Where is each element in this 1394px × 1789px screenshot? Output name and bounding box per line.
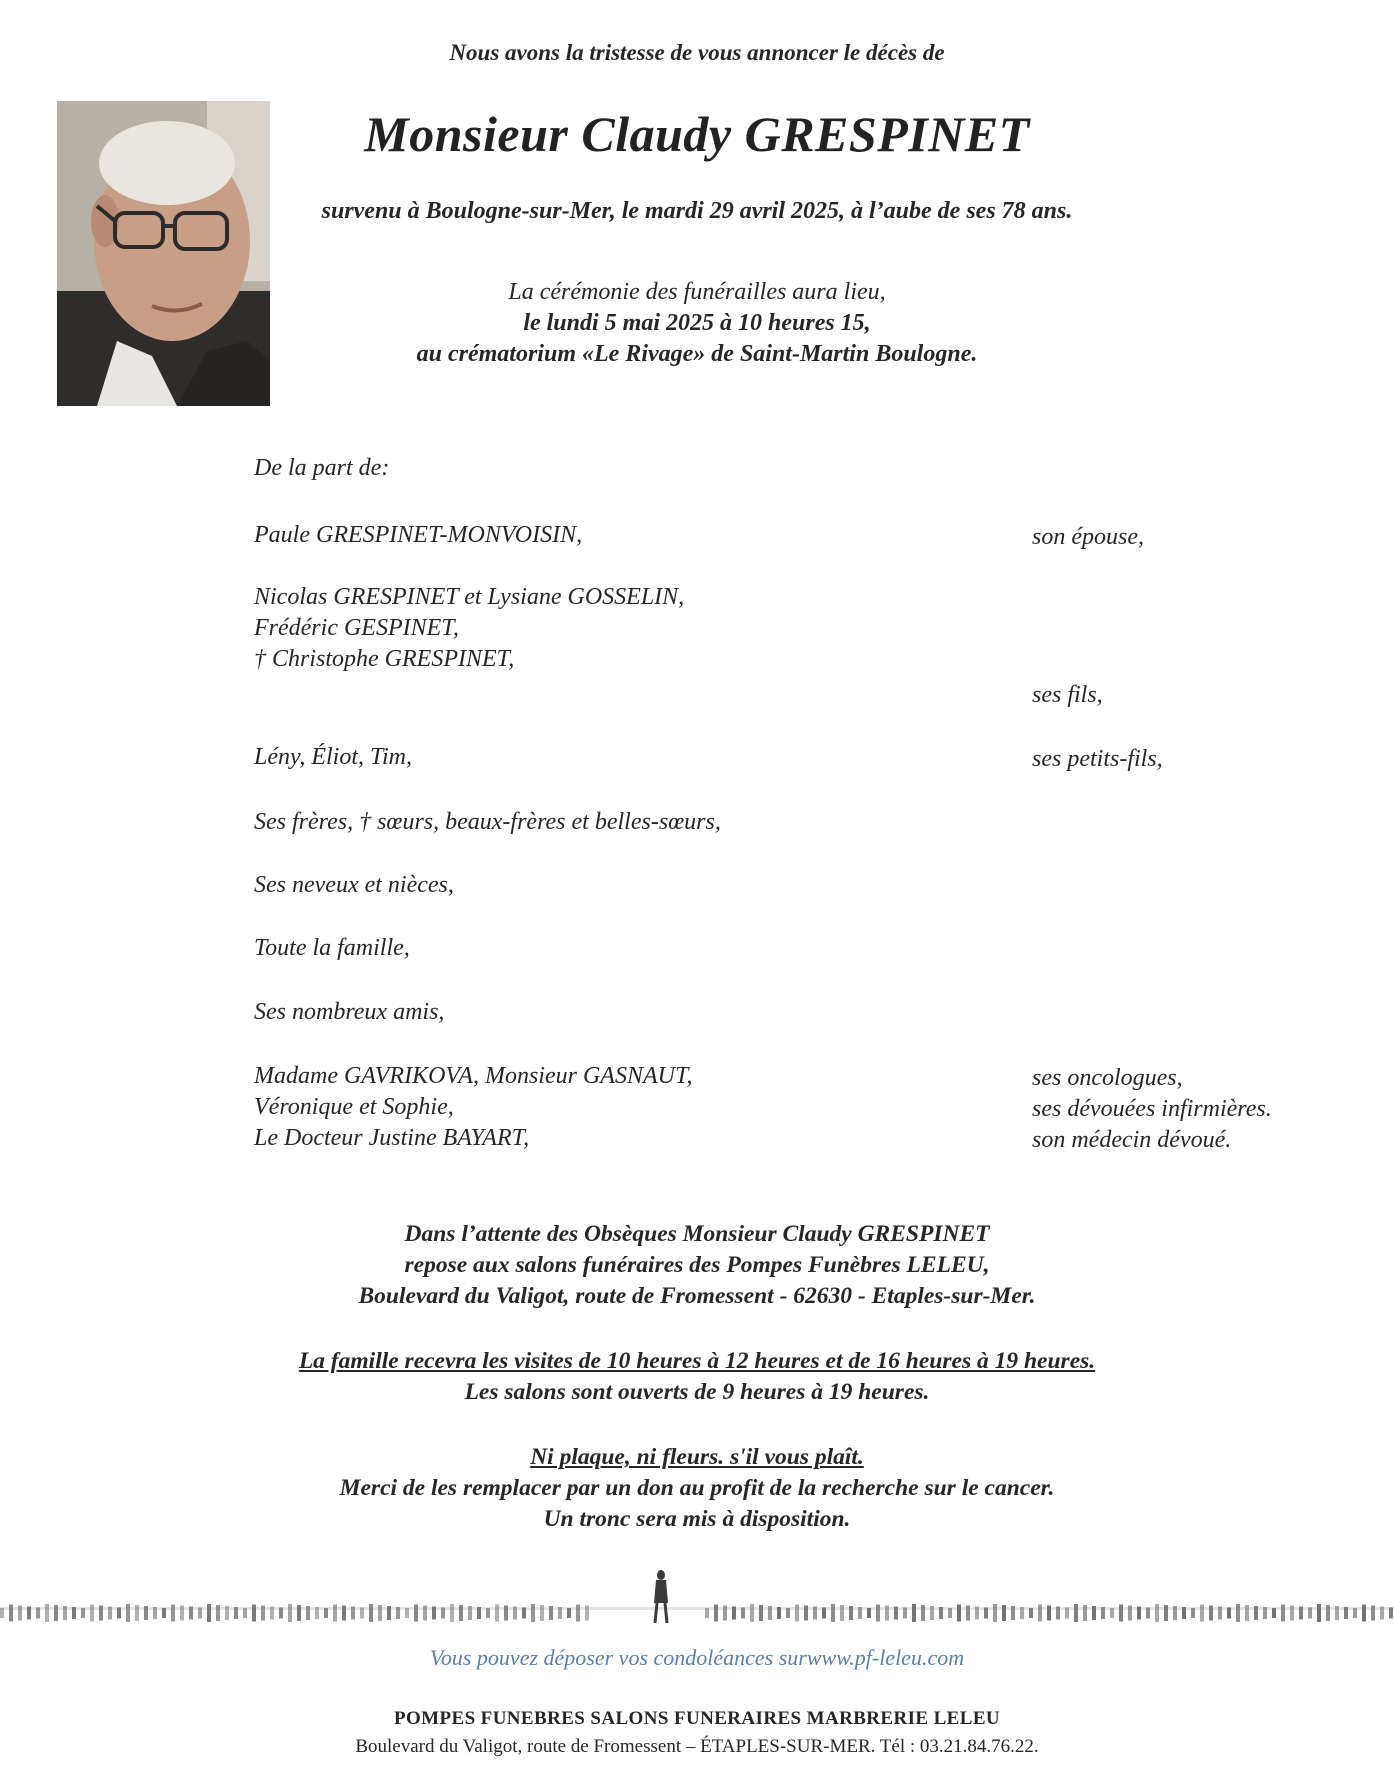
oncologists: Madame GAVRIKOVA, Monsieur GASNAUT, [254,1063,693,1089]
groyne-post [432,1607,436,1620]
son-1: Nicolas GRESPINET et Lysiane GOSSELIN, [254,584,685,610]
groyne-post [315,1607,319,1619]
groyne-post [1263,1607,1267,1619]
groyne-post [0,1608,4,1618]
groyne-post [759,1605,763,1621]
groyne-post [360,1608,364,1619]
groyne-post [369,1604,373,1622]
groyne-post [1029,1608,1033,1618]
groyne-post [1236,1604,1240,1622]
condolences-link-text: Vous pouvez déposer vos condoléances surwww.pf-leleu.com [429,1645,965,1670]
groyne-post [108,1607,112,1620]
groyne-post [162,1608,166,1618]
groyne-post [1155,1604,1159,1622]
rest-line-1: Dans l’attente des Obsèques Monsieur Claudy GRESPINET [404,1221,990,1247]
ceremony-intro: La cérémonie des funérailles aura lieu, [508,279,886,305]
groyne-post [930,1606,934,1620]
groyne-post [885,1606,889,1621]
grandsons-role: ses petits-fils, [1032,746,1163,772]
groyne-post [261,1606,265,1621]
groyne-post [1191,1608,1195,1618]
donation-request: Merci de les remplacer par un don au profit de la recherche sur le cancer. [339,1475,1055,1501]
groyne-post [81,1608,85,1618]
groyne-post [135,1605,139,1621]
groyne-post [468,1606,472,1620]
groyne-post [513,1607,517,1620]
groyne-post [795,1605,799,1622]
groyne-post [90,1605,94,1622]
groyne-post [876,1605,880,1622]
groyne-post [1020,1607,1024,1619]
groyne-post [198,1608,202,1619]
groyne-post [1038,1605,1042,1622]
groyne-post [732,1607,736,1620]
son-2: Frédéric GESPINET, [254,615,459,641]
groyne-post [45,1604,49,1622]
grandsons: Lény, Éliot, Tim, [254,744,413,770]
groyne-post [54,1605,58,1621]
visits-hours: La famille recevra les visites de 10 heures à 12 heures et de 16 heures à 19 heures. [298,1348,1096,1374]
doctor-role: son médecin dévoué. [1032,1127,1232,1153]
groyne-post [912,1604,916,1622]
groyne-post [1371,1606,1375,1621]
oncologists-role: ses oncologues, [1032,1065,1183,1091]
groyne-post [1101,1607,1105,1619]
groyne-post [189,1607,193,1620]
groyne-post [540,1605,544,1621]
groyne-post [1209,1606,1213,1621]
rest-line-3: Boulevard du Valigot, route de Fromessent - 62630 - Etaples-sur-Mer. [358,1283,1036,1309]
groyne-post [1065,1608,1069,1619]
groyne-post [1218,1607,1222,1620]
groyne-post [1128,1606,1132,1621]
groyne-post [207,1604,211,1622]
groyne-post [396,1607,400,1619]
groyne-post [423,1606,427,1621]
ceremony-place: au crématorium «Le Rivage» de Saint-Martin Boulogne. [416,341,978,367]
groyne-post [1002,1605,1006,1621]
groyne-post [216,1605,220,1621]
groyne-post [414,1605,418,1622]
groyne-post [867,1608,871,1618]
groyne-post [1254,1606,1258,1620]
portrait-photo [57,101,270,406]
groyne-post [1119,1605,1123,1622]
groyne-post [948,1608,952,1618]
groyne-post [1326,1605,1330,1621]
spouse-role: son épouse, [1032,524,1144,550]
groyne-post [450,1604,454,1622]
rest-line-2: repose aux salons funéraires des Pompes Funèbres LELEU, [404,1252,990,1278]
groyne-post [831,1604,835,1622]
groyne-post [921,1605,925,1621]
groyne-post [1011,1606,1015,1620]
groyne-post [441,1608,445,1619]
groyne-post [1335,1606,1339,1620]
groyne-post [252,1605,256,1622]
groyne-post [903,1608,907,1619]
groyne-post [741,1608,745,1619]
groyne-post [1182,1607,1186,1619]
groyne-post [576,1605,580,1622]
groyne-post [243,1608,247,1618]
groyne-post [495,1605,499,1622]
spouse-name: Paule GRESPINET-MONVOISIN, [254,522,583,548]
groyne-post [984,1608,988,1619]
groyne-post [1272,1608,1276,1618]
groyne-post [351,1607,355,1620]
groyne-post [270,1607,274,1620]
groyne-post [750,1604,754,1622]
nurses-role: ses dévouées infirmières. [1032,1096,1272,1122]
groyne-post [567,1608,571,1618]
groyne-post [858,1607,862,1619]
groyne-post [324,1608,328,1618]
groyne-post [225,1606,229,1620]
groyne-post [1173,1606,1177,1620]
company-name: POMPES FUNEBRES SALONS FUNERAIRES MARBRERIE LELEU [393,1708,1001,1729]
groyne-post [117,1608,121,1619]
groyne-post [531,1604,535,1622]
groyne-post [504,1606,508,1621]
groyne-post [975,1607,979,1620]
groyne-post [1308,1608,1312,1619]
groyne-post [459,1605,463,1621]
groyne-post [723,1606,727,1621]
groyne-post [1110,1608,1114,1618]
groyne-post [1074,1604,1078,1622]
deceased-name: Monsieur Claudy GRESPINET [364,106,1030,162]
groyne-post [1083,1605,1087,1621]
groyne-post [522,1608,526,1619]
groyne-post [306,1606,310,1620]
groyne-post [405,1608,409,1618]
groyne-post [849,1606,853,1620]
company-address: Boulevard du Valigot, route de Fromessent – ÉTAPLES-SUR-MER. Tél : 03.21.84.76.22. [355,1736,1039,1757]
groyne-post [1362,1605,1366,1622]
groyne-post [9,1605,13,1622]
groyne-post [1380,1607,1384,1620]
groyne-post [1344,1607,1348,1619]
siblings: Ses frères, † sœurs, beaux-frères et belles-sœurs, [254,809,721,835]
groyne-post [1290,1606,1294,1621]
groyne-post [1092,1606,1096,1620]
groyne-post [549,1606,553,1620]
groyne-post [1245,1605,1249,1621]
groyne-post [126,1604,130,1622]
groyne-post [72,1607,76,1619]
groyne-post [171,1605,175,1622]
salons-hours: Les salons sont ouverts de 9 heures à 19 heures. [464,1379,930,1405]
groyne-post [342,1606,346,1621]
announcement-intro: Nous avons la tristesse de vous annoncer le décès de [449,40,945,65]
son-3: † Christophe GRESPINET, [254,646,515,672]
groyne-post [288,1604,292,1622]
groyne-post [63,1606,67,1620]
sons-role: ses fils, [1032,682,1103,708]
beach-illustration [0,1565,1394,1635]
groyne-post [1299,1607,1303,1620]
groyne-post [1353,1608,1357,1618]
friends: Ses nombreux amis, [254,999,445,1025]
groyne-post [558,1607,562,1619]
groyne-post [486,1608,490,1618]
groyne-post [585,1606,589,1621]
groyne-post [234,1607,238,1619]
groyne-post [993,1604,997,1622]
groyne-post [1164,1605,1168,1621]
no-flowers-notice: Ni plaque, ni fleurs. s'il vous plaît. [530,1444,864,1470]
groyne-post [786,1608,790,1618]
groyne-post [153,1607,157,1619]
groyne-post [477,1607,481,1619]
groyne-post [279,1608,283,1619]
groyne-post [966,1606,970,1621]
death-details: survenu à Boulogne-sur-Mer, le mardi 29 avril 2025, à l’aube de ses 78 ans. [321,198,1073,224]
doctor: Le Docteur Justine BAYART, [254,1125,530,1151]
groyne-post [822,1608,826,1619]
groyne-post [804,1606,808,1621]
groyne-post [957,1605,961,1622]
donation-box: Un tronc sera mis à disposition. [543,1506,851,1532]
groyne-post [378,1605,382,1621]
groyne-post [1200,1605,1204,1622]
groyne-post [144,1606,148,1620]
groyne-post [180,1606,184,1621]
groyne-post [1137,1607,1141,1620]
groyne-post [1227,1608,1231,1619]
nephews: Ses neveux et nièces, [254,872,454,898]
ceremony-date: le lundi 5 mai 2025 à 10 heures 15, [523,310,871,336]
groyne-post [99,1606,103,1621]
groyne-post [777,1607,781,1619]
all-family: Toute la famille, [254,935,410,961]
groyne-post [1056,1607,1060,1620]
groyne-post [27,1607,31,1620]
groyne-post [36,1608,40,1619]
groyne-post [333,1605,337,1622]
groyne-post [1389,1608,1393,1619]
groyne-post [387,1606,391,1620]
groyne-post [705,1608,709,1618]
groyne-post [297,1605,301,1621]
groyne-post [18,1606,22,1621]
groyne-post [1281,1605,1285,1622]
groyne-post [813,1607,817,1620]
groyne-post [939,1607,943,1619]
from-label: De la part de: [254,455,390,481]
groyne-post [840,1605,844,1621]
groyne-post [768,1606,772,1620]
groyne-post [714,1605,718,1622]
groyne-post [1146,1608,1150,1619]
groyne-post [894,1607,898,1620]
nurses: Véronique et Sophie, [254,1094,454,1120]
groyne-post [1317,1604,1321,1622]
groyne-post [1047,1606,1051,1621]
